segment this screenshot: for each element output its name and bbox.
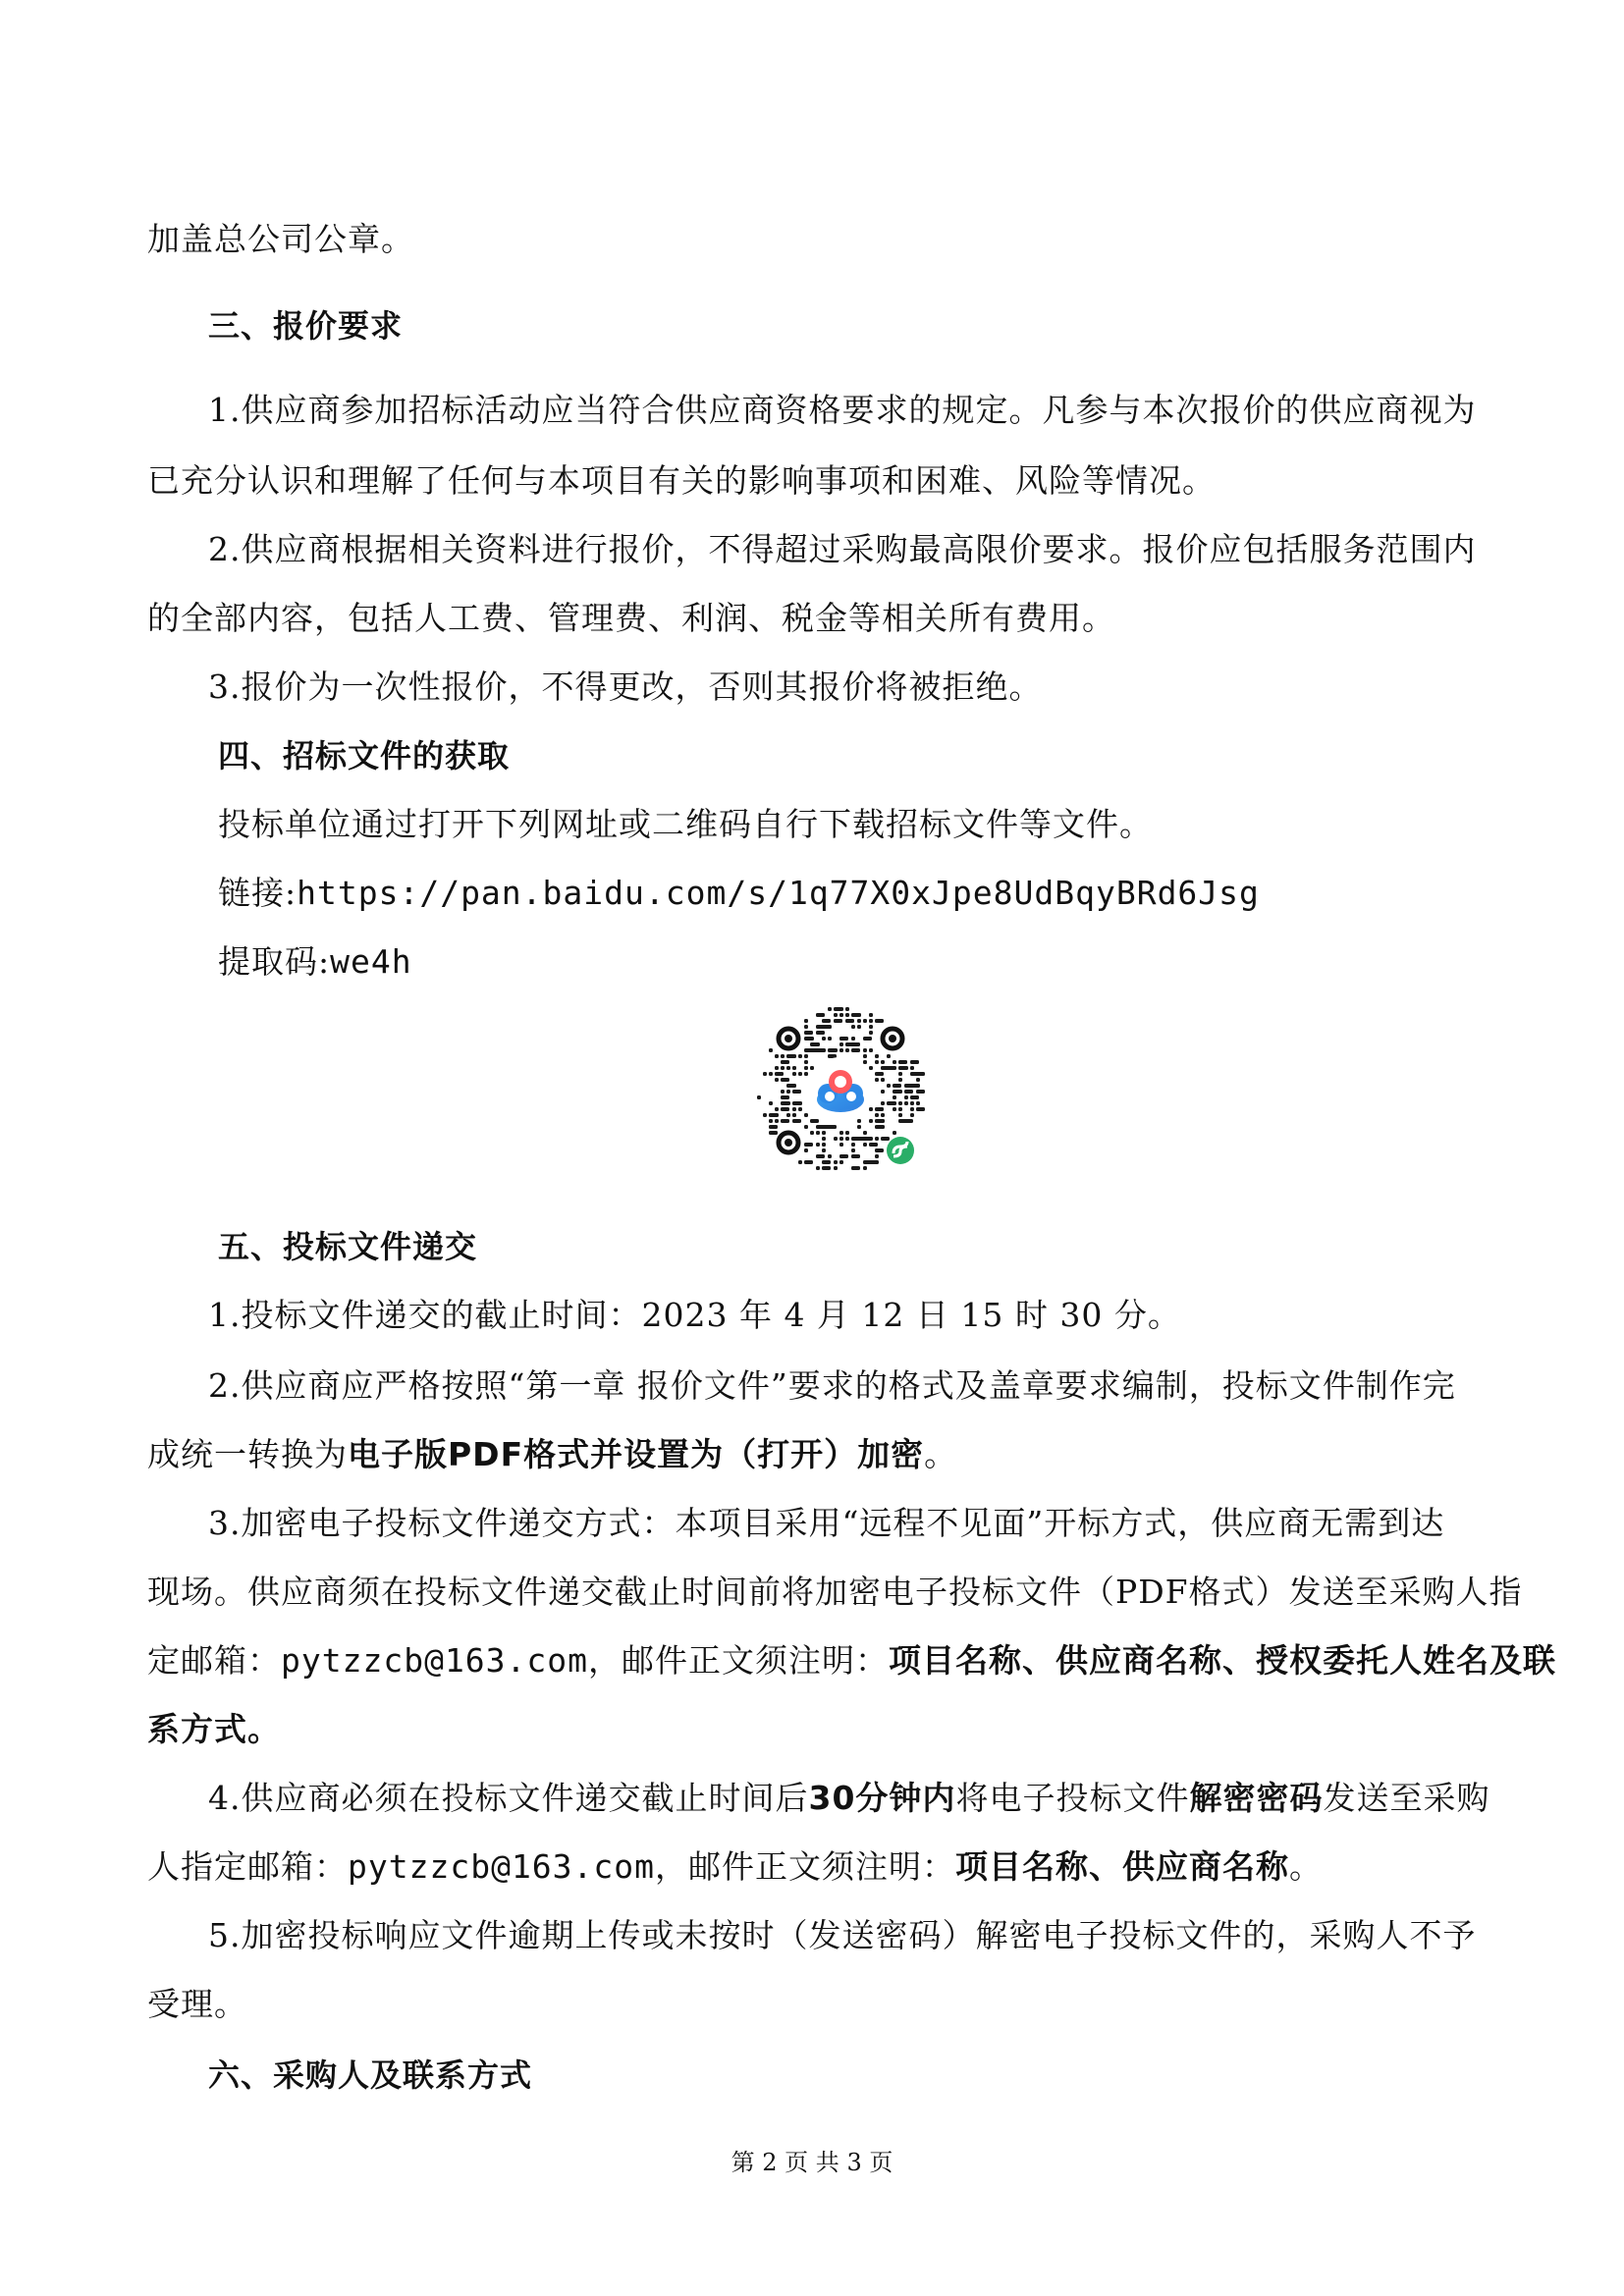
emphasis-text: 30分钟内 [808,1779,956,1817]
text-run: 。 [924,1435,958,1473]
emphasis-text: 解密密码 [1189,1779,1324,1817]
emphasis-text: 电子版PDF格式并设置为（打开）加密 [348,1435,925,1473]
page-footer: 第 2 页 共 3 页 [731,2149,893,2176]
qr-code-image[interactable] [749,999,932,1182]
download-link-line [218,874,1553,913]
text-run: 4.供应商必须在投标文件递交截止时间后 [208,1779,809,1817]
text-run: 。 [1289,1847,1324,1886]
paragraph-line: 3.报价为一次性报价，不得更改，否则其报价将被拒绝。 [208,667,1043,706]
email-link[interactable]: pytzzcb@163.com [348,1847,656,1886]
mini-program-icon [887,1137,914,1164]
section-heading-5: 五、投标文件递交 [218,1228,478,1265]
section-heading-6: 六、采购人及联系方式 [208,2056,533,2094]
paragraph-line [147,1847,1483,1887]
paragraph-line [147,1435,1483,1474]
code-label: 提取码: [218,942,331,981]
text-run: ，邮件正文须注明： [588,1641,890,1680]
text-run: 成统一转换为 [147,1435,348,1473]
section-heading-4: 四、招标文件的获取 [218,737,511,774]
text-run: 发送至采购 [1323,1779,1490,1817]
paragraph-line: 2.供应商根据相关资料进行报价，不得超过采购最高限价要求。报价应包括服务范围内 [208,530,1477,568]
paragraph-line: 1.供应商参加招标活动应当符合供应商资格要求的规定。凡参与本次报价的供应商视为 [208,391,1477,429]
paragraph-line: 5.加密投标响应文件逾期上传或未按时（发送密码）解密电子投标文件的，采购人不予 [208,1916,1477,1954]
paragraph-line: 加盖总公司公章。 [147,220,414,258]
extraction-code: we4h [330,942,412,981]
text-run: 人指定邮箱： [147,1847,348,1886]
text-run: 将电子投标文件 [955,1779,1190,1817]
paragraph-line [208,1779,1543,1818]
download-link[interactable]: https://pan.baidu.com/s/1q77X0xJpe8UdBqyBRd6Jsg [297,874,1260,912]
emphasis-text: 系方式。 [147,1710,281,1748]
paragraph-line [147,1641,1557,1681]
paragraph-line: 2.供应商应严格按照“第一章 报价文件”要求的格式及盖章要求编制，投标文件制作完 [208,1366,1456,1405]
paragraph-line: 的全部内容，包括人工费、管理费、利润、税金等相关所有费用。 [147,599,1115,637]
paragraph-line: 3.加密电子投标文件递交方式：本项目采用“远程不见面”开标方式，供应商无需到达 [208,1504,1445,1542]
extraction-code-line [218,942,1553,982]
emphasis-text: 项目名称、供应商名称 [955,1847,1290,1886]
text-run: ，邮件正文须注明： [655,1847,956,1886]
section-heading-3: 三、报价要求 [208,307,404,345]
email-link[interactable]: pytzzcb@163.com [281,1641,589,1680]
paragraph-line: 1.投标文件递交的截止时间：2023 年 4 月 12 日 15 时 30 分。 [208,1296,1181,1334]
paragraph-line: 已充分认识和理解了任何与本项目有关的影响事项和困难、风险等情况。 [147,461,1216,500]
paragraph-line: 现场。供应商须在投标文件递交截止时间前将加密电子投标文件（PDF格式）发送至采购人指 [147,1573,1523,1611]
paragraph-line: 投标单位通过打开下列网址或二维码自行下载招标文件等文件。 [218,805,1153,843]
link-label: 链接: [218,874,298,912]
paragraph-line: 受理。 [147,1985,247,2023]
text-run: 定邮箱： [147,1641,281,1680]
emphasis-text: 项目名称、供应商名称、授权委托人姓名及联 [889,1641,1557,1680]
